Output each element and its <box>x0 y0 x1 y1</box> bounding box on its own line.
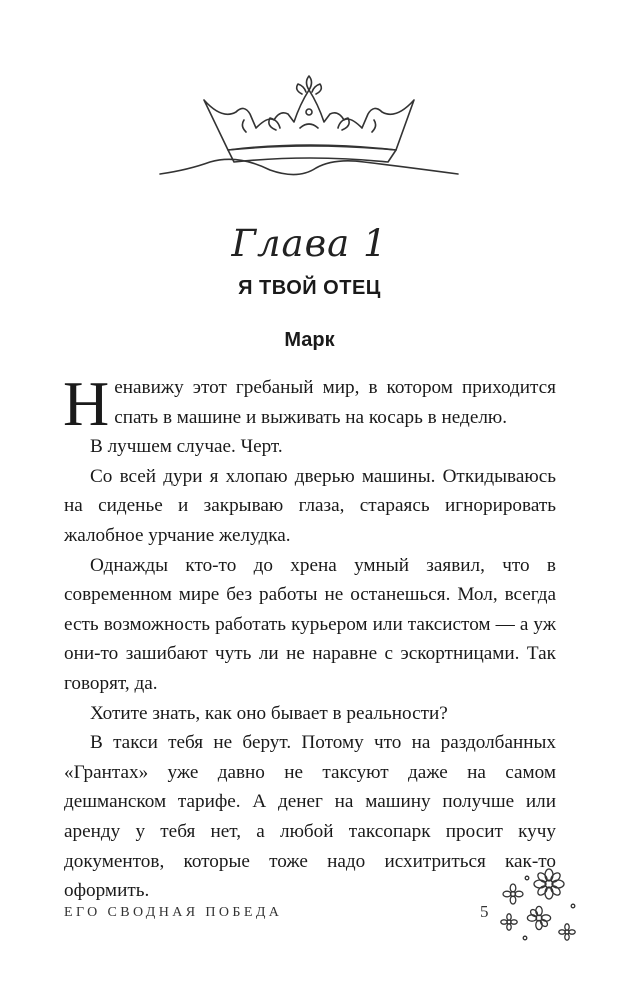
paragraph-2: В лучшем случае. Черт. <box>90 436 283 458</box>
chapter-number: Глава 1 <box>231 222 388 265</box>
flowers-ornament-icon <box>497 866 581 946</box>
paragraph-1: Ненавижу этот гребаный мир, в котором приходится спать в машине и выживать на косарь в неделю. <box>63 368 556 439</box>
chapter-title: Я ТВОЙ ОТЕЦ <box>238 277 381 299</box>
running-footer-title: ЕГО СВОДНАЯ ПОБЕДА <box>64 905 283 920</box>
paragraph-6: В такси тебя не берут. Потому что на раздолбанных «Грантах» уже давно не таксуют даже на самом дешманском тарифе. А денег на машину получше или аренду у тебя нет, а любой таксопарк просит кучу документов, которые тоже надо исхитриться как-то оформить. <box>64 732 556 902</box>
page-number: 5 <box>480 902 489 921</box>
drop-cap: Н <box>63 368 110 439</box>
paragraph-3: Со всей дури я хлопаю дверью машины. Откидываюсь на сиденье и закрываю глаза, стараясь игнорировать жалобное урчание желудка. <box>64 465 556 546</box>
pov-character: Марк <box>284 329 335 351</box>
paragraph-5: Хотите знать, как оно бывает в реальности? <box>90 702 448 724</box>
crown-ornament-icon <box>158 70 460 190</box>
body-text <box>63 368 556 906</box>
paragraph-4: Однажды кто-то до хрена умный заявил, что в современном мире без работы не останешься. Мол, всегда есть возможность работать курьером или таксистом — а уж они-то зашибают чуть ли не наравне с эскортницами. Так говорят, да. <box>64 554 556 694</box>
